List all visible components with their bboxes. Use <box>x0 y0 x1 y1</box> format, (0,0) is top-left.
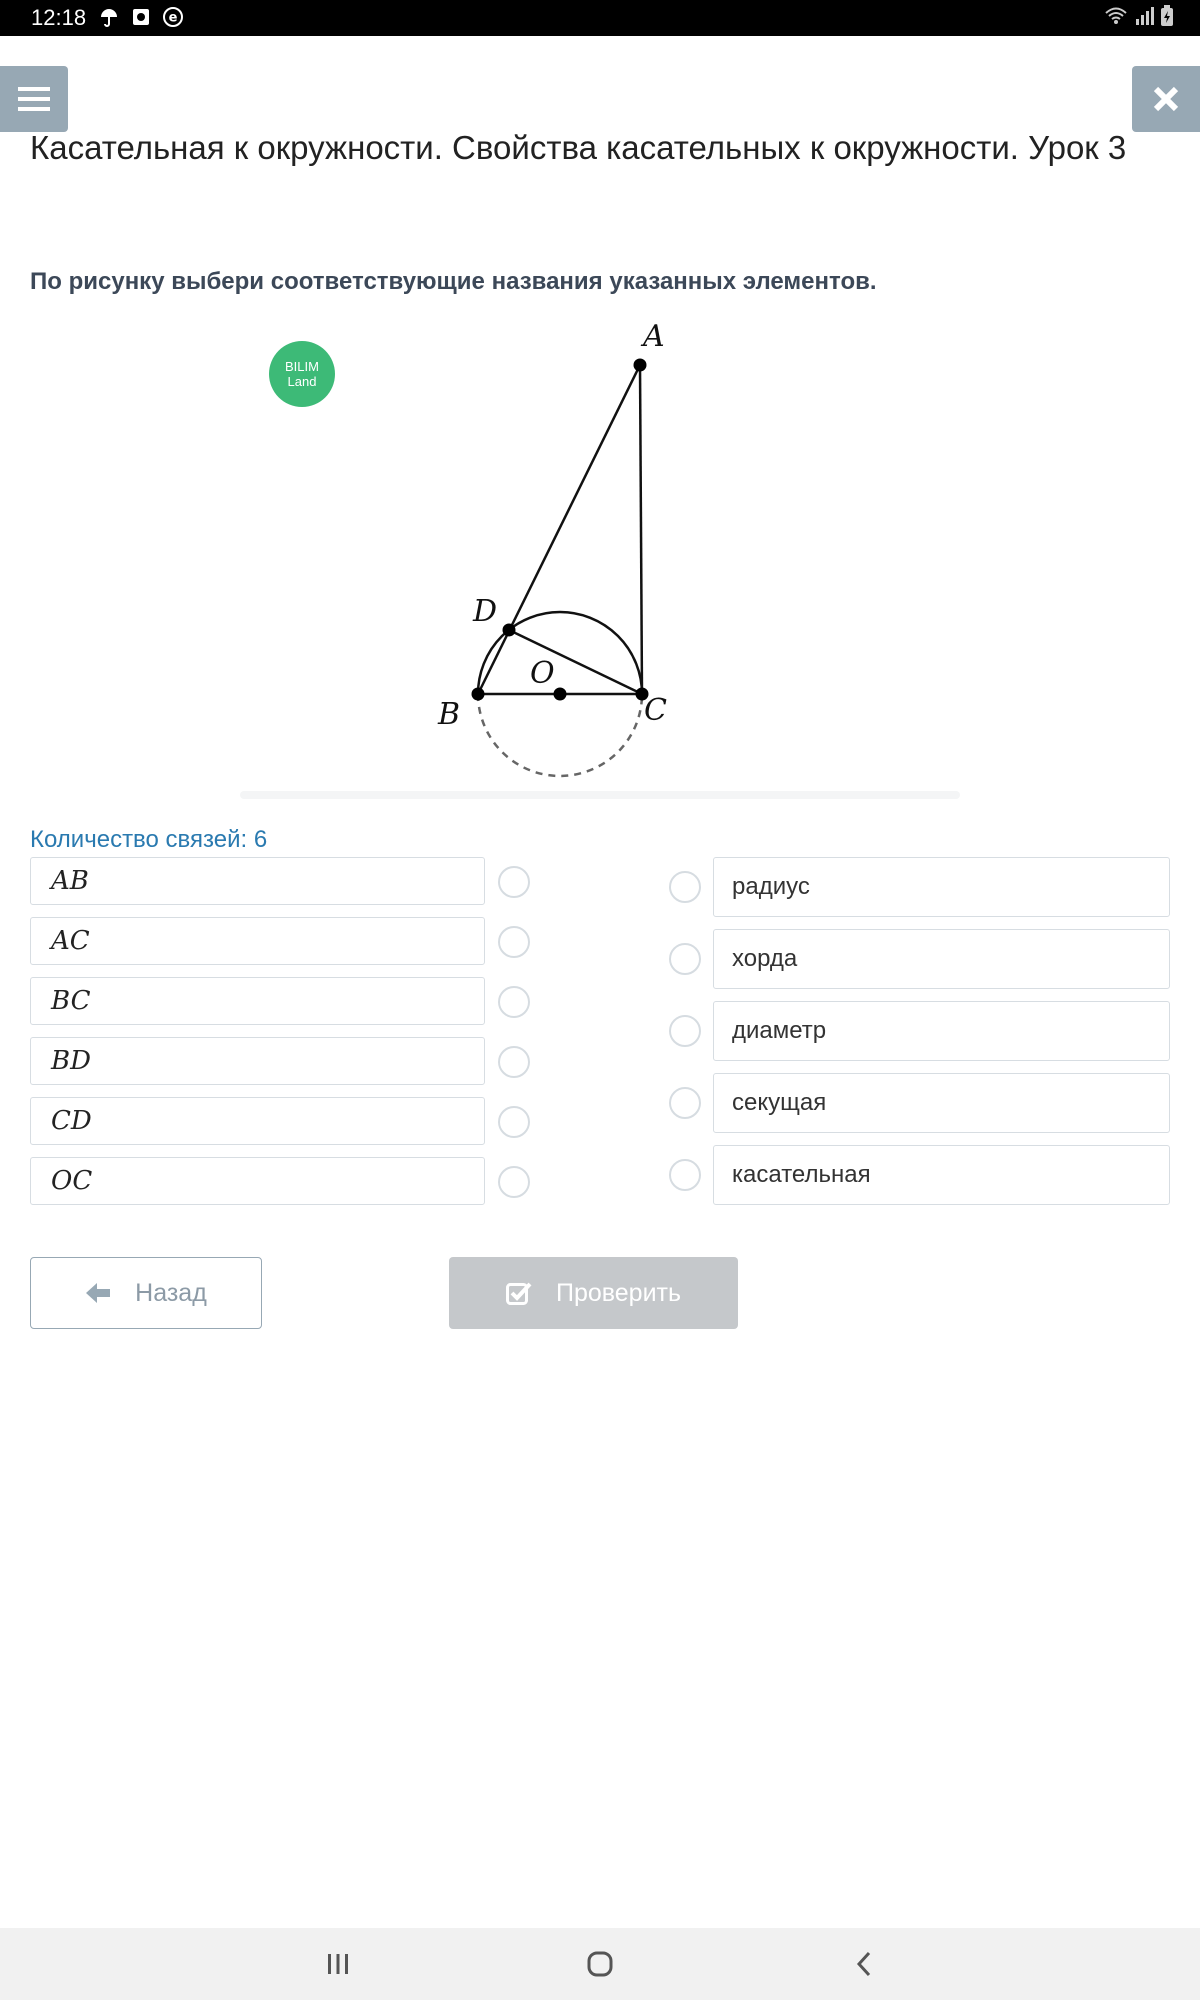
left-item-ab[interactable]: AB <box>30 857 485 905</box>
label-b: B <box>438 697 461 732</box>
battery-charging-icon <box>1160 5 1174 27</box>
umbrella-icon <box>98 6 120 28</box>
left-connector-cd[interactable] <box>498 1106 530 1138</box>
signal-icon <box>1134 5 1154 27</box>
arrow-left-icon <box>85 1282 111 1304</box>
right-item-radius[interactable]: радиус <box>713 857 1170 917</box>
nav-back-button[interactable] <box>834 1942 894 1986</box>
geometry-figure <box>240 310 960 800</box>
right-connector-radius[interactable] <box>669 871 701 903</box>
left-connector-ac[interactable] <box>498 926 530 958</box>
left-item-oc[interactable]: OC <box>30 1157 485 1205</box>
point-a <box>634 359 647 372</box>
label-d: D <box>473 594 498 629</box>
home-button[interactable] <box>570 1942 630 1986</box>
connection-count: Количество связей: 6 <box>30 826 268 853</box>
figure-divider <box>240 791 960 799</box>
label-o: O <box>530 656 555 691</box>
photo-icon <box>130 6 152 28</box>
right-connector-secant[interactable] <box>669 1087 701 1119</box>
badge-line2: Land <box>287 374 317 389</box>
close-icon <box>1152 85 1180 113</box>
label-c: C <box>644 693 667 728</box>
label-a: A <box>643 319 665 354</box>
right-item-diameter[interactable]: диаметр <box>713 1001 1170 1061</box>
point-d <box>503 624 516 637</box>
right-item-tangent[interactable]: касательная <box>713 1145 1170 1205</box>
left-connector-bc[interactable] <box>498 986 530 1018</box>
e-app-icon <box>162 6 184 28</box>
circle-lower-dashed <box>478 694 642 776</box>
check-button[interactable] <box>449 1257 738 1329</box>
point-o <box>554 688 567 701</box>
badge-line1: BILIM <box>285 359 319 374</box>
left-connector-ab[interactable] <box>498 866 530 898</box>
menu-button[interactable] <box>0 66 68 132</box>
hamburger-icon <box>17 85 51 113</box>
checkbox-checked-icon <box>506 1281 532 1305</box>
back-icon <box>854 1950 874 1978</box>
home-icon <box>586 1950 614 1978</box>
left-item-bd[interactable]: BD <box>30 1037 485 1085</box>
right-item-secant[interactable]: секущая <box>713 1073 1170 1133</box>
point-b <box>472 688 485 701</box>
left-item-ac[interactable]: AC <box>30 917 485 965</box>
recent-apps-icon <box>325 1952 351 1976</box>
segment-ac <box>640 365 642 694</box>
recent-apps-button[interactable] <box>308 1942 368 1986</box>
left-connector-bd[interactable] <box>498 1046 530 1078</box>
status-time: 12:18 <box>31 5 87 30</box>
back-button[interactable] <box>30 1257 262 1329</box>
wifi-icon <box>1104 5 1128 27</box>
check-button-label: Проверить <box>555 1278 682 1307</box>
left-connector-oc[interactable] <box>498 1166 530 1198</box>
task-instruction: По рисунку выбери соответствующие названия указанных элементов. <box>30 268 877 295</box>
right-connector-tangent[interactable] <box>669 1159 701 1191</box>
right-connector-diameter[interactable] <box>669 1015 701 1047</box>
back-button-label: Назад <box>135 1278 207 1307</box>
segment-ab <box>478 365 640 694</box>
right-item-chord[interactable]: хорда <box>713 929 1170 989</box>
svg-text:e: e <box>168 10 178 26</box>
right-connector-chord[interactable] <box>669 943 701 975</box>
status-bar <box>0 0 1200 36</box>
system-nav-bar <box>0 1928 1200 2000</box>
page-title: Касательная к окружности. Свойства касательных к окружности. Урок 3 <box>30 129 1127 166</box>
close-button[interactable] <box>1132 66 1200 132</box>
left-item-bc[interactable]: BC <box>30 977 485 1025</box>
left-item-cd[interactable]: CD <box>30 1097 485 1145</box>
